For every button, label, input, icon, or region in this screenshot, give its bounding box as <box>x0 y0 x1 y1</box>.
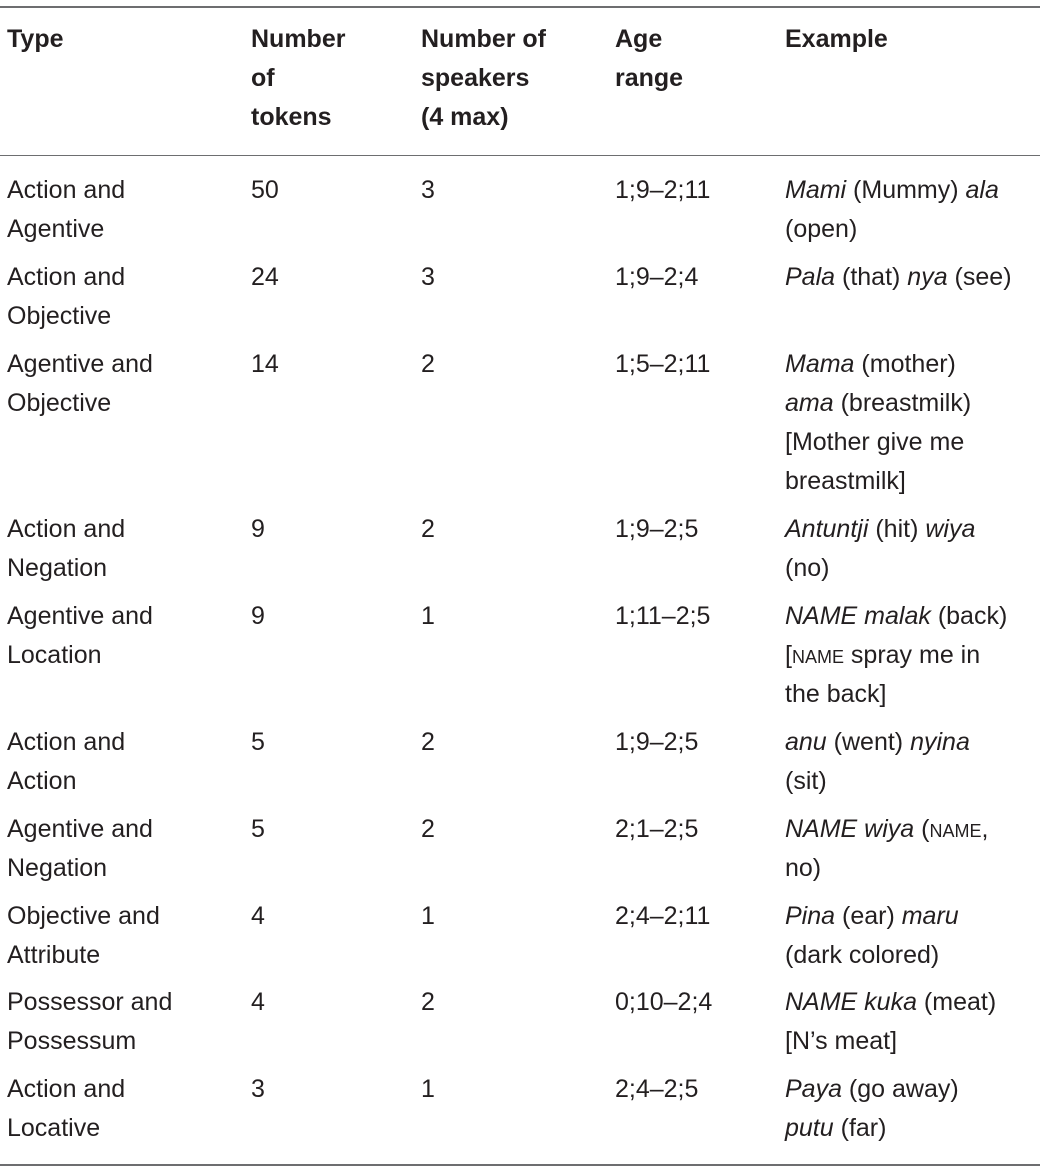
cell-age-range: 1;9–2;4 <box>615 263 699 291</box>
example-segment: (that) <box>835 263 908 291</box>
cell-type: Agentive and Objective <box>7 350 153 417</box>
example-segment: Pala <box>785 263 836 291</box>
cell-type: Action and Locative <box>7 1075 126 1142</box>
cell-type: Agentive and Negation <box>7 815 153 882</box>
cell-speakers: 2 <box>421 728 435 756</box>
header-example: Example <box>785 25 888 53</box>
cell-speakers: 3 <box>421 263 435 291</box>
cell-example <box>785 983 1040 1061</box>
table-top-rule <box>0 6 1040 8</box>
cell-age-range: 1;9–2;11 <box>615 176 711 204</box>
cell-type: Objective and Attribute <box>7 902 160 969</box>
cell-speakers: 1 <box>421 602 435 630</box>
example-segment: Paya <box>785 1075 842 1103</box>
cell-example <box>785 897 1040 975</box>
cell-age-range: 2;4–2;11 <box>615 902 711 930</box>
cell-type: Action and Agentive <box>7 176 126 243</box>
example-segment: (sit) <box>785 767 827 795</box>
example-segment: spray me in the back] <box>785 641 981 708</box>
example-segment: nyina <box>910 728 970 756</box>
cell-age-range: 2;4–2;5 <box>615 1075 699 1103</box>
cell-example <box>785 510 1040 588</box>
header-number-of-tokens: Number of tokens <box>251 25 346 131</box>
example-segment: (mother) <box>861 350 956 378</box>
cell-age-range: 2;1–2;5 <box>615 815 699 843</box>
cell-age-range: 1;9–2;5 <box>615 728 699 756</box>
example-segment: (back) [ <box>785 602 1008 669</box>
cell-example <box>785 171 1040 249</box>
header-age-range: Age range <box>615 25 684 92</box>
header-number-of-speakers: Number of speakers (4 max) <box>421 25 546 131</box>
cell-example <box>785 258 1040 297</box>
cell-age-range: 0;10–2;4 <box>615 988 713 1016</box>
cell-type: Action and Objective <box>7 263 126 330</box>
cell-speakers: 3 <box>421 176 435 204</box>
cell-speakers: 1 <box>421 1075 435 1103</box>
cell-example <box>785 1070 1040 1148</box>
example-segment: (far) <box>833 1114 887 1142</box>
example-segment: (see) <box>947 263 1012 291</box>
cell-tokens: 4 <box>251 988 265 1016</box>
cell-speakers: 2 <box>421 988 435 1016</box>
cell-age-range: 1;11–2;5 <box>615 602 711 630</box>
cell-tokens: 24 <box>251 263 279 291</box>
example-segment: NAME malak <box>785 602 931 630</box>
example-segment: (no) <box>785 554 830 582</box>
example-segment: (hit) <box>868 515 926 543</box>
example-segment: (dark colored) <box>785 941 940 969</box>
cell-tokens: 3 <box>251 1075 265 1103</box>
example-segment: (went) <box>826 728 911 756</box>
cell-type: Agentive and Location <box>7 602 153 669</box>
cell-age-range: 1;5–2;11 <box>615 350 711 378</box>
example-segment: , no) <box>785 815 989 882</box>
cell-tokens: 50 <box>251 176 279 204</box>
example-segment: wiya <box>925 515 976 543</box>
example-segment: (ear) <box>835 902 902 930</box>
cell-speakers: 2 <box>421 815 435 843</box>
example-segment: Antuntji <box>785 515 869 543</box>
table-header-rule <box>0 155 1040 156</box>
example-segment: maru <box>901 902 959 930</box>
example-segment: ama <box>785 389 834 417</box>
cell-tokens: 5 <box>251 728 265 756</box>
cell-tokens: 9 <box>251 602 265 630</box>
cell-example <box>785 597 1040 714</box>
cell-type: Possessor and Possessum <box>7 988 173 1055</box>
example-segment: putu <box>785 1114 834 1142</box>
cell-speakers: 2 <box>421 350 435 378</box>
cell-tokens: 5 <box>251 815 265 843</box>
example-segment: (go away) <box>848 1075 959 1103</box>
table-bottom-rule <box>0 1164 1040 1166</box>
cell-speakers: 1 <box>421 902 435 930</box>
example-segment: ( <box>914 815 930 843</box>
cell-age-range: 1;9–2;5 <box>615 515 699 543</box>
cell-speakers: 2 <box>421 515 435 543</box>
header-type: Type <box>7 25 64 53</box>
cell-example <box>785 345 1040 501</box>
cell-tokens: 4 <box>251 902 265 930</box>
example-segment: NAME kuka <box>785 988 917 1016</box>
example-segment: Pina <box>785 902 836 930</box>
example-segment: NAME wiya <box>785 815 915 843</box>
cell-type: Action and Negation <box>7 515 126 582</box>
example-segment: name <box>791 641 844 669</box>
cell-example <box>785 723 1040 801</box>
example-segment: nya <box>907 263 948 291</box>
example-segment: name <box>929 815 982 843</box>
example-segment: anu <box>785 728 827 756</box>
example-segment: (open) <box>785 215 858 243</box>
cell-type: Action and Action <box>7 728 126 795</box>
example-segment: Mama <box>785 350 855 378</box>
example-segment: Mami <box>785 176 847 204</box>
example-segment: (Mummy) <box>846 176 966 204</box>
example-segment: (breastmilk) [Mother give me breastmilk] <box>785 389 972 495</box>
example-segment: ala <box>965 176 999 204</box>
cell-tokens: 9 <box>251 515 265 543</box>
cell-tokens: 14 <box>251 350 279 378</box>
cell-example <box>785 810 1040 888</box>
example-segment: (meat) [N’s meat] <box>785 988 997 1055</box>
